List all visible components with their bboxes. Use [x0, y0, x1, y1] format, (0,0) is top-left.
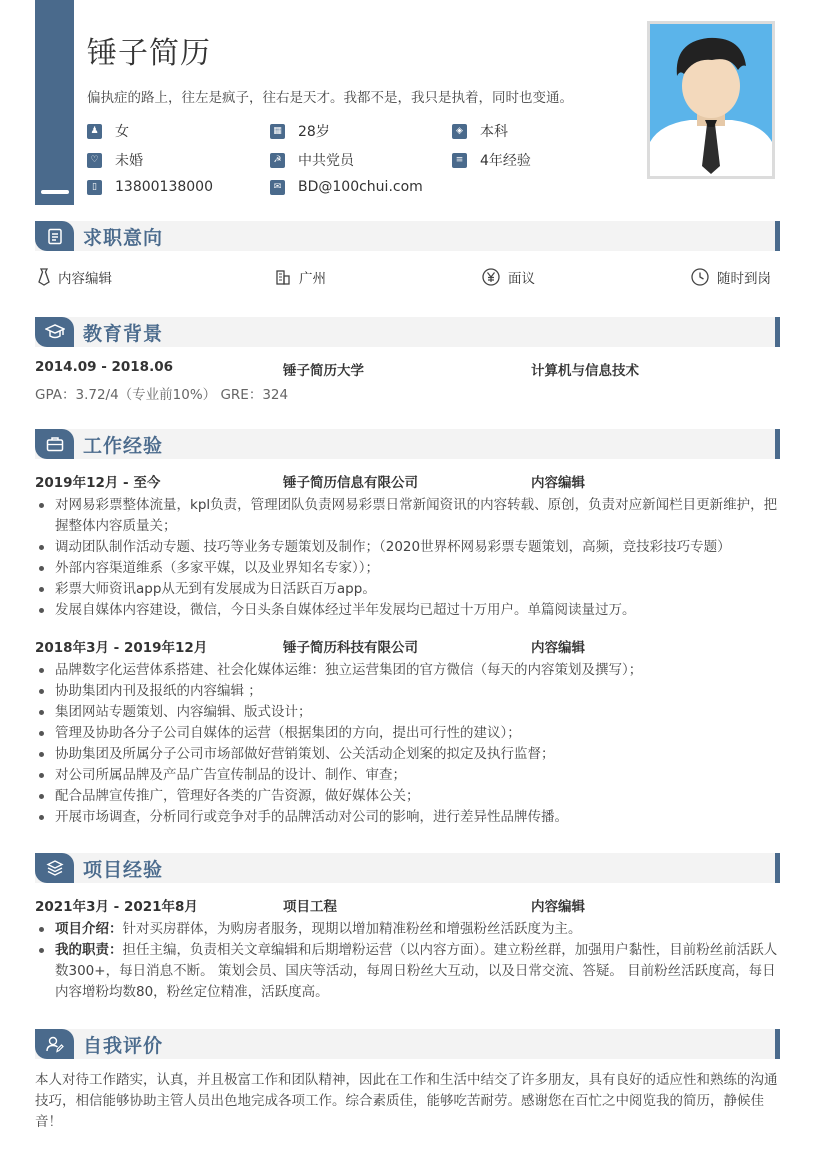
list-item: 集团网站专题策划、内容编辑、版式设计； — [35, 702, 780, 723]
list-item: 对网易彩票整体流量，kpl负责，管理团队负责网易彩票日常新闻资讯的内容转载、原创，负责对应新闻栏目更新维护，把握整体内容质量关； — [35, 495, 780, 537]
list-item: 配合品牌宣传推广，管理好各类的广告资源，做好媒体公关； — [35, 786, 780, 807]
accent-dash — [41, 190, 69, 194]
intent-city: 广州 — [275, 267, 326, 287]
list-item: 对公司所属品牌及产品广告宣传制品的设计、制作、审查； — [35, 765, 780, 786]
project-details — [35, 919, 780, 1003]
education-period: 2014.09 - 2018.06 — [35, 359, 173, 375]
section-project-title: 项目经验 — [83, 859, 164, 881]
resume-motto: 偏执症的路上，往左是疯子，往右是天才。我都不是，我只是执着，同时也变通。 — [87, 90, 573, 106]
list-item: 发展自媒体内容建设，微信，今日头条自媒体经过半年发展均已超过十万用户。单篇阅读量过万。 — [35, 600, 780, 621]
section-work — [35, 429, 780, 459]
work-row-1 — [35, 471, 780, 491]
project-intro: 针对买房群体，为购房者服务，现期以增加精准粉丝和增强粉丝活跃度为主。 — [122, 921, 582, 937]
work-company: 锤子简历信息有限公司 — [283, 475, 418, 491]
project-row — [35, 895, 780, 915]
mail-icon: ✉ — [270, 180, 285, 195]
list-item: 协助集团内刊及报纸的内容编辑 ； — [35, 681, 780, 702]
header-accent-bar — [35, 0, 74, 205]
list-item: 品牌数字化运营体系搭建、社会化媒体运维：独立运营集团的官方微信（每天的内容策划及撰写）； — [35, 660, 780, 681]
info-email: ✉ BD@100chui.com — [270, 179, 423, 195]
work-company: 锤子简历科技有限公司 — [283, 640, 418, 656]
section-self-badge — [35, 1029, 74, 1059]
document-icon: ≡ — [452, 153, 467, 168]
gender-icon: ♟ — [87, 124, 102, 139]
list-item — [35, 919, 780, 940]
project-duty-label: 我的职责： — [55, 942, 123, 958]
intent-row — [35, 267, 780, 287]
graduation-cap-icon — [45, 323, 65, 341]
building-icon — [275, 269, 291, 285]
education-major: 计算机与信息技术 — [531, 363, 639, 379]
section-education — [35, 317, 780, 347]
intent-position: 内容编辑 — [38, 267, 112, 287]
tie-icon — [38, 268, 50, 286]
education-cap-icon: ◈ — [452, 124, 467, 139]
section-endbar — [775, 429, 780, 459]
clock-icon — [691, 268, 709, 286]
section-intent-title: 求职意向 — [83, 227, 164, 249]
work-role: 内容编辑 — [531, 475, 585, 491]
work-period: 2018年3月 - 2019年12月 — [35, 640, 208, 656]
project-role: 内容编辑 — [531, 899, 585, 915]
work-role: 内容编辑 — [531, 640, 585, 656]
list-item: 外部内容渠道维系（多家平媒，以及业界知名专家））； — [35, 558, 780, 579]
project-name: 项目工程 — [283, 899, 337, 915]
avatar-icon — [650, 24, 772, 176]
section-self — [35, 1029, 780, 1059]
work-1-duties — [35, 495, 780, 621]
resume-name: 锤子简历 — [87, 36, 211, 71]
project-duty: 担任主编，负责相关文章编辑和后期增粉运营（以内容方面）。建立粉丝群，加强用户黏性，目前粉丝前活跃人数300+，每日消息不断。 策划会员、国庆等活动，每周日粉丝大互动，以及日常交流、答疑。 目前粉丝活跃度高，每日内容增粉均数80，粉丝定位精准，活跃度高。 — [55, 942, 778, 1000]
info-political: ☭ 中共党员 — [270, 150, 354, 170]
education-details: GPA：3.72/4（专业前10%） GRE：324 — [35, 387, 289, 403]
section-education-badge — [35, 317, 74, 347]
user-edit-icon — [46, 1035, 64, 1053]
work-period: 2019年12月 - 至今 — [35, 475, 161, 491]
intent-availability: 随时到岗 — [691, 267, 771, 287]
party-emblem-icon: ☭ — [270, 153, 285, 168]
section-work-badge — [35, 429, 74, 459]
section-endbar — [775, 317, 780, 347]
list-item — [35, 940, 780, 1003]
section-endbar — [775, 221, 780, 251]
work-row-2 — [35, 636, 780, 656]
list-item: 彩票大师资讯app从无到有发展成为日活跃百万app。 — [35, 579, 780, 600]
info-experience: ≡ 4年经验 — [452, 150, 531, 170]
profile-photo — [647, 21, 775, 179]
intent-salary: 面议 — [482, 267, 535, 287]
section-work-title: 工作经验 — [83, 435, 164, 457]
self-evaluation: 本人对待工作踏实，认真，并且极富工作和团队精神，因此在工作和生活中结交了许多朋友，具有良好的适应性和熟练的沟通技巧，相信能够协助主管人员出色地完成各项工作。综合素质佳，能够吃苦耐劳。感谢您在百忙之中阅览我的简历，静候佳音！ — [35, 1072, 778, 1130]
list-item: 管理及协助各分子公司自媒体的运营（根据集团的方向，提出可行性的建议）； — [35, 723, 780, 744]
info-marital: ♡ 未婚 — [87, 150, 143, 170]
section-project — [35, 853, 780, 883]
section-project-badge — [35, 853, 74, 883]
section-intent-badge — [35, 221, 74, 251]
section-education-title: 教育背景 — [83, 323, 164, 345]
list-item: 开展市场调查，分析同行或竞争对手的品牌活动对公司的影响，进行差异性品牌传播。 — [35, 807, 780, 828]
project-intro-label: 项目介绍： — [55, 921, 123, 937]
yen-coin-icon — [482, 268, 500, 286]
calendar-icon: ▦ — [270, 124, 285, 139]
info-degree: ◈ 本科 — [452, 121, 508, 141]
section-intent — [35, 221, 780, 251]
info-phone: ▯ 13800138000 — [87, 179, 213, 195]
list-item: 协助集团及所属分子公司市场部做好营销策划、公关活动企划案的拟定及执行监督； — [35, 744, 780, 765]
project-period: 2021年3月 - 2021年8月 — [35, 899, 198, 915]
phone-icon: ▯ — [87, 180, 102, 195]
info-age: ▦ 28岁 — [270, 121, 330, 141]
layers-icon — [46, 859, 64, 877]
education-school: 锤子简历大学 — [283, 363, 364, 379]
briefcase-icon — [46, 436, 64, 452]
section-endbar — [775, 1029, 780, 1059]
education-row — [35, 359, 780, 379]
list-item: 调动团队制作活动专题、技巧等业务专题策划及制作；（2020世界杯网易彩票专题策划，高频，竞技彩技巧专题） — [35, 537, 780, 558]
clipboard-icon — [46, 227, 64, 245]
heart-icon: ♡ — [87, 153, 102, 168]
work-2-duties — [35, 660, 780, 828]
section-self-title: 自我评价 — [83, 1035, 164, 1057]
info-gender: ♟ 女 — [87, 121, 129, 141]
section-endbar — [775, 853, 780, 883]
